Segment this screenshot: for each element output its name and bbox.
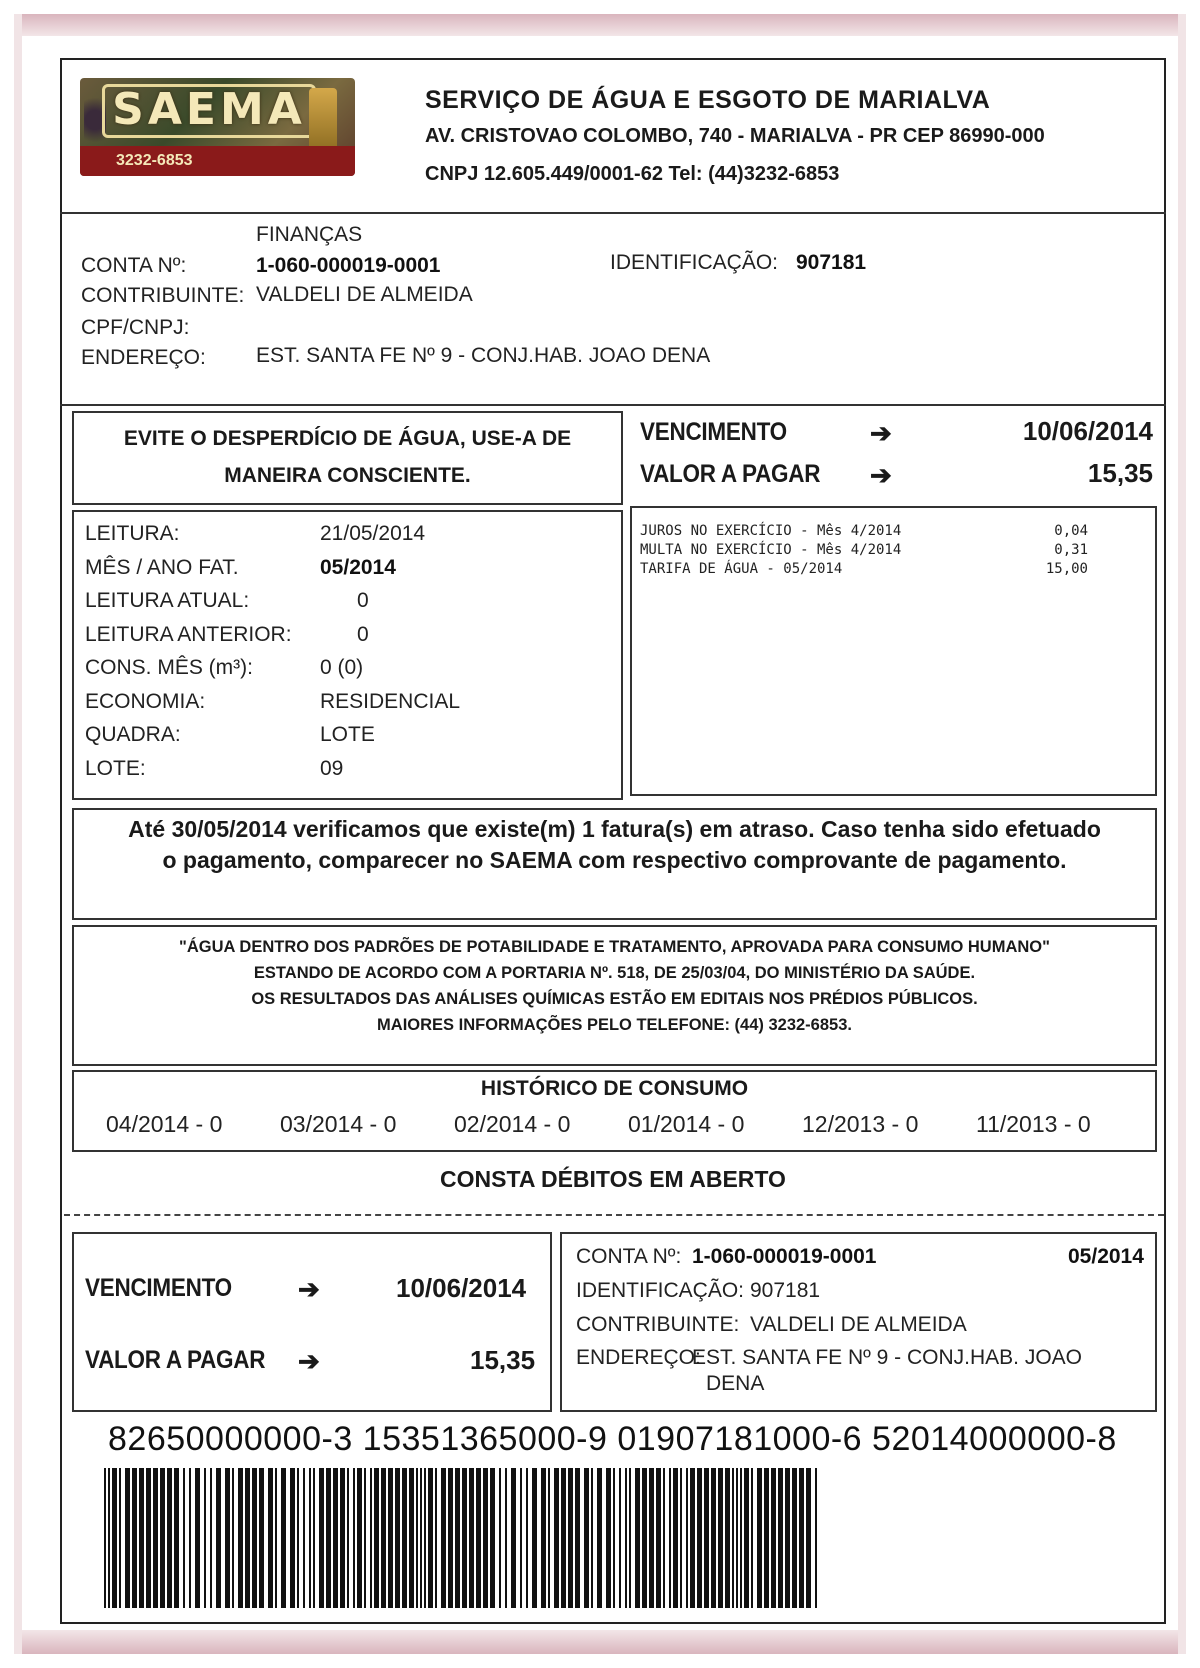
barcode-bar xyxy=(448,1468,453,1608)
reading-label: QUADRA: xyxy=(85,723,181,746)
barcode-bar xyxy=(751,1468,753,1608)
stub-endereco-line-2: DENA xyxy=(706,1372,765,1395)
barcode-bar xyxy=(424,1468,426,1608)
vencimento-value: 10/06/2014 xyxy=(1022,416,1153,446)
barcode-bar xyxy=(210,1468,212,1608)
barcode-bar xyxy=(568,1468,573,1608)
barcode-bar xyxy=(160,1468,165,1608)
barcode-bar xyxy=(297,1468,299,1608)
arrow-icon: ➔ xyxy=(870,460,892,490)
barcode-bar xyxy=(815,1468,817,1608)
barcode-bar xyxy=(663,1468,665,1608)
charge-description: MULTA NO EXERCÍCIO - Mês 4/2014 xyxy=(640,542,902,558)
barcode-bar xyxy=(613,1468,615,1608)
barcode-bar xyxy=(146,1468,151,1608)
barcode-bar xyxy=(718,1468,723,1608)
history-item: 12/2013 - 0 xyxy=(802,1111,919,1137)
paper-edge-left xyxy=(14,14,22,1654)
history-item: 02/2014 - 0 xyxy=(454,1111,571,1137)
stub-contrib-label: CONTRIBUINTE: xyxy=(576,1313,740,1336)
barcode-bar xyxy=(744,1468,749,1608)
barcode-bar xyxy=(697,1468,702,1608)
barcode-bar xyxy=(125,1468,130,1608)
paper-edge-bottom xyxy=(14,1630,1186,1654)
barcode-bar xyxy=(591,1468,593,1608)
barcode-bar xyxy=(771,1468,776,1608)
reading-label: LOTE: xyxy=(85,756,146,780)
reading-value: 0 xyxy=(357,622,369,646)
conservation-message-box xyxy=(72,411,623,505)
conta-label: CONTA Nº: xyxy=(81,254,187,277)
barcode-bar xyxy=(469,1468,474,1608)
barcode-bar xyxy=(112,1468,117,1608)
cut-line xyxy=(64,1214,1164,1216)
logo-phone: 3232-6853 xyxy=(116,152,193,169)
cpf-label: CPF/CNPJ: xyxy=(81,316,190,339)
stub-conta-label: CONTA Nº: xyxy=(576,1245,682,1268)
reading-value: 0 xyxy=(357,589,369,612)
stub-vencimento-value: 10/06/2014 xyxy=(396,1273,527,1303)
barcode-bar xyxy=(119,1468,121,1608)
barcode-bar xyxy=(347,1468,349,1608)
paper-edge-right xyxy=(1178,14,1186,1654)
barcode-bar xyxy=(499,1468,501,1608)
history-item: 11/2013 - 0 xyxy=(976,1111,1091,1137)
reading-label: ECONOMIA: xyxy=(85,689,206,713)
paper-edge-top xyxy=(14,14,1186,36)
barcode-bar xyxy=(340,1468,345,1608)
stub-contrib-value: VALDELI DE ALMEIDA xyxy=(750,1313,967,1336)
barcode-bar xyxy=(252,1468,257,1608)
endereco-value: EST. SANTA FE Nº 9 - CONJ.HAB. JOAO DENA xyxy=(256,344,711,367)
reading-label: LEITURA ANTERIOR: xyxy=(85,622,292,646)
potability-line-1: "ÁGUA DENTRO DOS PADRÕES DE POTABILIDADE E TRATAMENTO, APROVADA PARA CONSUMO HUMANO" xyxy=(179,938,1050,956)
debts-notice: CONSTA DÉBITOS EM ABERTO xyxy=(440,1166,786,1192)
stub-valor-value: 15,35 xyxy=(470,1345,536,1375)
barcode-bar xyxy=(174,1468,179,1608)
barcode-bar xyxy=(711,1468,716,1608)
barcode-bar xyxy=(673,1468,678,1608)
barcode-bar xyxy=(153,1468,158,1608)
history-title: HISTÓRICO DE CONSUMO xyxy=(480,1077,749,1100)
reading-value: 09 xyxy=(320,756,344,780)
barcode-bar xyxy=(490,1468,495,1608)
reading-label: LEITURA ATUAL: xyxy=(85,589,250,612)
logo-wordmark: SAEMA xyxy=(102,84,316,138)
potability-line-2: ESTANDO DE ACORDO COM A PORTARIA Nº. 518, DE 25/03/04, DO MINISTÉRIO DA SAÚDE. xyxy=(253,964,976,982)
reading-box xyxy=(72,510,623,800)
contrib-value: VALDELI DE ALMEIDA xyxy=(256,283,473,306)
barcode-bar xyxy=(606,1468,611,1608)
conta-value: 1-060-000019-0001 xyxy=(256,254,441,277)
barcode-bar xyxy=(303,1468,305,1608)
stub-conta-value: 1-060-000019-0001 xyxy=(692,1245,877,1268)
valor-label: VALOR A PAGAR xyxy=(640,460,821,488)
barcode-bar xyxy=(167,1468,172,1608)
barcode-bar xyxy=(374,1468,379,1608)
barcode-bar xyxy=(395,1468,400,1608)
barcode-bar xyxy=(435,1468,437,1608)
endereco-label: ENDEREÇO: xyxy=(81,346,206,369)
stub-ref-month: 05/2014 xyxy=(1068,1245,1144,1268)
barcode-bar xyxy=(520,1468,522,1608)
barcode-bar xyxy=(139,1468,144,1608)
saema-logo xyxy=(80,78,355,176)
barcode-bar xyxy=(416,1468,418,1608)
barcode-bar xyxy=(238,1468,243,1608)
potability-line-4: MAIORES INFORMAÇÕES PELO TELEFONE: (44) 3232-6853. xyxy=(377,1016,852,1034)
barcode-bar xyxy=(554,1468,559,1608)
barcode-bar xyxy=(736,1468,738,1608)
barcode-bar xyxy=(225,1468,230,1608)
barcode-bar xyxy=(409,1468,414,1608)
arrow-icon: ➔ xyxy=(298,1274,320,1304)
barcode-bar xyxy=(792,1468,797,1608)
barcode-bar xyxy=(313,1468,315,1608)
barcode-bar xyxy=(619,1468,621,1608)
barcode-bar xyxy=(541,1468,546,1608)
history-item: 03/2014 - 0 xyxy=(280,1111,397,1137)
barcode-bar xyxy=(319,1468,324,1608)
barcode-bar xyxy=(680,1468,682,1608)
barcode-bar xyxy=(104,1468,106,1608)
barcode-bar xyxy=(364,1468,366,1608)
barcode-bar xyxy=(388,1468,393,1608)
barcode-bar xyxy=(132,1468,137,1608)
barcode-bar xyxy=(441,1468,446,1608)
conservation-line-1: EVITE O DESPERDÍCIO DE ÁGUA, USE-A DE xyxy=(123,427,572,450)
barcode-bar xyxy=(462,1468,467,1608)
charge-amount: 0,31 xyxy=(1054,542,1088,558)
reading-label: LEITURA: xyxy=(85,522,180,545)
barcode-bar xyxy=(575,1468,580,1608)
barcode-bar xyxy=(189,1468,191,1608)
barcode-bar xyxy=(402,1468,407,1608)
client-divider xyxy=(60,404,1166,406)
reading-value: 21/05/2014 xyxy=(320,522,426,545)
stub-ident-label: IDENTIFICAÇÃO: xyxy=(576,1279,745,1302)
barcode-bar xyxy=(326,1468,331,1608)
barcode-bar xyxy=(625,1468,627,1608)
barcode-bar xyxy=(799,1468,804,1608)
barcode-bar xyxy=(757,1468,762,1608)
reading-label: CONS. MÊS (m³): xyxy=(85,656,253,679)
barcode-bar xyxy=(455,1468,460,1608)
barcode-bar xyxy=(232,1468,234,1608)
barcode-bar xyxy=(511,1468,516,1608)
reading-label: MÊS / ANO FAT. xyxy=(85,555,239,579)
ident-value: 907181 xyxy=(796,251,867,274)
barcode-bar xyxy=(483,1468,488,1608)
overdue-line-1: Até 30/05/2014 verificamos que existe(m) 1 fatura(s) em atraso. Caso tenha sido efetuado xyxy=(128,816,1101,842)
barcode-bar xyxy=(629,1468,631,1608)
barcode-bar xyxy=(532,1468,537,1608)
charge-amount: 0,04 xyxy=(1054,523,1088,539)
section-label: FINANÇAS xyxy=(256,223,363,246)
barcode-bar xyxy=(281,1468,286,1608)
barcode-bar xyxy=(656,1468,661,1608)
barcode-bar xyxy=(370,1468,372,1608)
charge-description: TARIFA DE ÁGUA - 05/2014 xyxy=(640,561,843,577)
reading-value: 0 (0) xyxy=(320,656,364,679)
barcode-digits: 82650000000-3 15351365000-9 01907181000-6 52014000000-8 xyxy=(108,1420,1117,1458)
barcode-bar xyxy=(649,1468,654,1608)
barcode-bar xyxy=(778,1468,783,1608)
stub-endereco-line-1: EST. SANTA FE Nº 9 - CONJ.HAB. JOAO xyxy=(692,1346,1083,1369)
company-name: SERVIÇO DE ÁGUA E ESGOTO DE MARIALVA xyxy=(425,86,991,114)
barcode-bar xyxy=(420,1468,422,1608)
ident-label: IDENTIFICAÇÃO: xyxy=(610,251,779,274)
barcode-bar xyxy=(584,1468,589,1608)
barcode-bar xyxy=(309,1468,311,1608)
history-item: 01/2014 - 0 xyxy=(628,1111,745,1137)
barcode-bar xyxy=(204,1468,206,1608)
reading-value: 05/2014 xyxy=(320,555,396,579)
barcode-bar xyxy=(725,1468,730,1608)
barcode-bar xyxy=(476,1468,481,1608)
contrib-label: CONTRIBUINTE: xyxy=(81,284,245,307)
barcode-bar xyxy=(785,1468,790,1608)
barcode-bar xyxy=(216,1468,221,1608)
barcode-bar xyxy=(108,1468,110,1608)
charge-description: JUROS NO EXERCÍCIO - Mês 4/2014 xyxy=(640,523,902,539)
barcode-bar xyxy=(690,1468,695,1608)
stub-endereco-label: ENDEREÇO: xyxy=(576,1346,701,1369)
potability-box xyxy=(72,925,1157,1066)
stub-valor-label: VALOR A PAGAR xyxy=(85,1346,266,1374)
barcode-bar xyxy=(764,1468,769,1608)
barcode-bar xyxy=(259,1468,264,1608)
barcode-bar xyxy=(806,1468,811,1608)
barcode-bar xyxy=(686,1468,688,1608)
barcode-bar xyxy=(183,1468,185,1608)
barcode-bar xyxy=(548,1468,550,1608)
company-address: AV. CRISTOVAO COLOMBO, 740 - MARIALVA - PR CEP 86990-000 xyxy=(425,125,1045,147)
barcode-bar xyxy=(428,1468,433,1608)
barcode-bar xyxy=(275,1468,277,1608)
barcode-bar xyxy=(669,1468,671,1608)
faucet-icon xyxy=(309,88,337,154)
company-cnpj-phone: CNPJ 12.605.449/0001-62 Tel: (44)3232-6853 xyxy=(425,163,840,185)
barcode-bar xyxy=(268,1468,273,1608)
valor-value: 15,35 xyxy=(1087,458,1153,488)
barcode-bar xyxy=(245,1468,250,1608)
barcode-bar xyxy=(635,1468,640,1608)
history-item: 04/2014 - 0 xyxy=(106,1111,223,1137)
arrow-icon: ➔ xyxy=(870,418,892,448)
header-divider xyxy=(60,212,1166,214)
barcode-bar xyxy=(732,1468,734,1608)
barcode xyxy=(104,1468,818,1608)
barcode-bar xyxy=(642,1468,647,1608)
barcode-bar xyxy=(290,1468,295,1608)
charge-amount: 15,00 xyxy=(1045,561,1088,577)
barcode-bar xyxy=(195,1468,200,1608)
vencimento-label: VENCIMENTO xyxy=(640,418,787,446)
barcode-bar xyxy=(353,1468,355,1608)
barcode-bar xyxy=(357,1468,362,1608)
arrow-icon: ➔ xyxy=(298,1346,320,1376)
barcode-bar xyxy=(740,1468,742,1608)
barcode-bar xyxy=(526,1468,528,1608)
barcode-bar xyxy=(597,1468,602,1608)
barcode-bar xyxy=(333,1468,338,1608)
barcode-bar xyxy=(381,1468,386,1608)
potability-line-3: OS RESULTADOS DAS ANÁLISES QUÍMICAS ESTÃO EM EDITAIS NOS PRÉDIOS PÚBLICOS. xyxy=(251,990,978,1008)
overdue-notice-box xyxy=(72,808,1157,920)
stub-ident-value: 907181 xyxy=(750,1279,821,1302)
barcode-bar xyxy=(704,1468,709,1608)
overdue-line-2: o pagamento, comparecer no SAEMA com respectivo comprovante de pagamento. xyxy=(162,847,1067,873)
stub-payment-box xyxy=(72,1232,552,1412)
stub-vencimento-label: VENCIMENTO xyxy=(85,1274,232,1302)
reading-value: LOTE xyxy=(320,723,375,746)
barcode-bar xyxy=(505,1468,507,1608)
conservation-line-2: MANEIRA CONSCIENTE. xyxy=(224,464,471,487)
reading-value: RESIDENCIAL xyxy=(320,689,461,713)
barcode-bar xyxy=(561,1468,566,1608)
